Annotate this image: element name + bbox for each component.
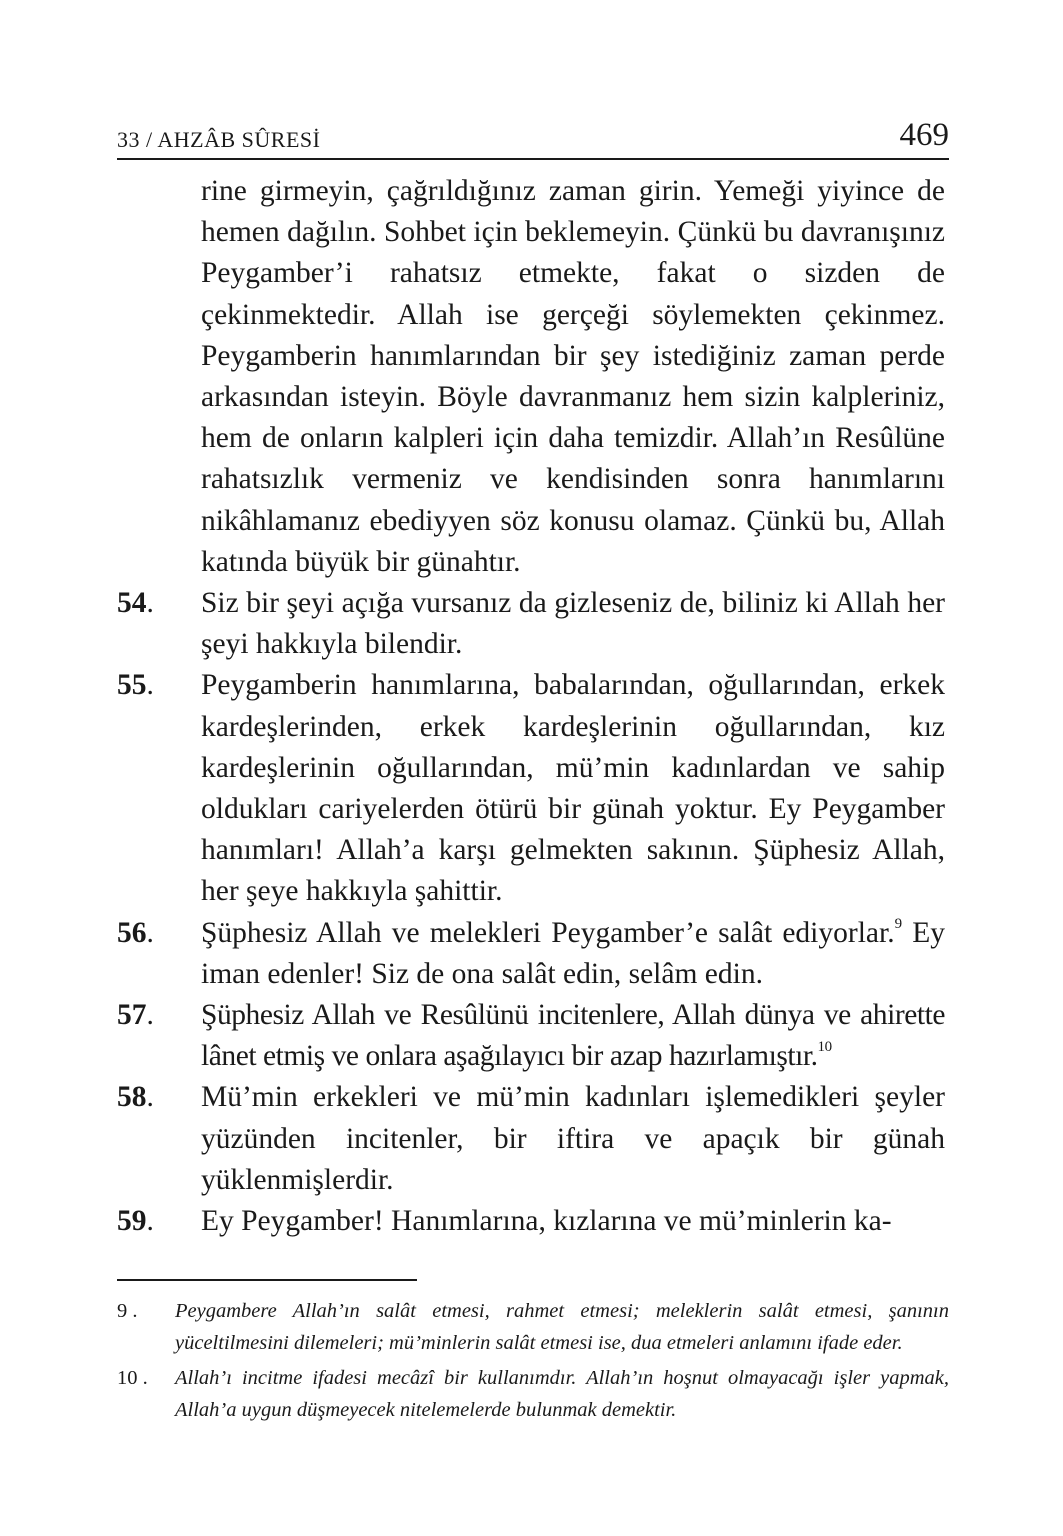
verse-number: 54. <box>117 587 154 620</box>
verse-number: 55. <box>117 669 154 702</box>
verse-59 <box>117 1201 949 1242</box>
verse-58 <box>117 1077 949 1201</box>
footnote-10 <box>117 1362 949 1426</box>
footnote-text: Allah’ı incitme ifadesi mecâzî bir kullanımdır. Allah’ın hoşnut olmayacağı işler yapmak, Allah’a uygun düşmeyecek nitelemelerde bulunmak demektir. <box>175 1367 949 1421</box>
verse-55 <box>117 665 949 912</box>
page-header <box>117 112 949 160</box>
verse-text: Siz bir şeyi açığa vursanız da gizleseniz de, biliniz ki Allah her şeyi hakkıyla bilendir. <box>201 587 945 661</box>
running-title: 33 / AHZÂB SÛRESİ <box>117 127 321 152</box>
verse-number: 59. <box>117 1205 154 1238</box>
footnote-separator <box>117 1279 417 1281</box>
verse-text: Şüphesiz Allah ve Resûlünü incitenlere, Allah dünya ve ahirette lânet etmiş ve onlara aşağılayıcı bir azap hazırlamıştır.$^{10}$ <box>201 999 945 1073</box>
footnote-text: Peygambere Allah’ın salât etmesi, rahmet etmesi; meleklerin salât etmesi, şanının yüceltilmesini dilemeleri; mü’minlerin salât etmesi ise, dua etmeleri anlamını ifade eder. <box>175 1300 949 1354</box>
verse-text: Peygamberin hanımlarına, babalarından, oğullarından, erkek kardeşlerinden, erkek kardeşlerinin oğullarından, kız kardeşlerinin oğullarından, mü’min kadınlardan ve sahip oldukları cariyelerden ötürü bir günah yoktur. Ey Peygamber hanımları! Allah’a karşı gelmekten sakının. Şüphesiz Allah, her şeye hakkıyla şahittir. <box>201 669 945 908</box>
verse-56 <box>117 913 949 995</box>
verse-number: 58. <box>117 1081 154 1114</box>
main-text <box>117 171 949 1242</box>
continuation-paragraph <box>117 171 949 583</box>
verse-number: 56. <box>117 916 154 949</box>
footnote-reference[interactable]: 9 <box>894 915 903 932</box>
page-number: 469 <box>899 117 949 153</box>
footnote-reference[interactable]: 10 <box>817 1039 832 1056</box>
continuation-text: rine girmeyin, çağrıldığınız zaman girin. Yemeği yiyince de hemen dağılın. Sohbet için beklemeyin. Çünkü bu davranışınız Peygamber’i rahatsız etmekte, fakat o sizden de çekinmektedir. Allah ise gerçeği söylemekten çekinmez. Peygamberin hanımlarından bir şey istediğiniz zaman perde arkasından isteyin. Böyle davranmanız hem sizin kalpleriniz, hem de onların kalpleri için daha temizdir. Allah’ın Resûlüne rahatsızlık vermeniz ve kendisinden sonra hanımlarını nikâhlamanız ebediyyen söz konusu olamaz. Çünkü bu, Allah katında büyük bir günahtır. <box>201 175 945 578</box>
footnote-9 <box>117 1295 949 1359</box>
verse-57 <box>117 995 949 1077</box>
verse-text: Şüphesiz Allah ve melekleri Peygamber’e salât ediyorlar.$^9$ Ey iman edenler! Siz de ona salât edin, selâm edin. <box>201 915 945 990</box>
verse-text: Mü’min erkekleri ve mü’min kadınları işlemedikleri şeyler yüzünden incitenler, bir iftira ve apaçık bir günah yüklenmişlerdir. <box>201 1081 945 1196</box>
verse-54 <box>117 583 949 665</box>
footnote-number: 10 . <box>117 1367 148 1389</box>
verse-text: Ey Peygamber! Hanımlarına, kızlarına ve mü’minlerin ka- <box>201 1205 892 1238</box>
footnote-number: 9 . <box>117 1300 138 1322</box>
footnotes <box>117 1295 949 1429</box>
verse-number: 57. <box>117 999 154 1032</box>
